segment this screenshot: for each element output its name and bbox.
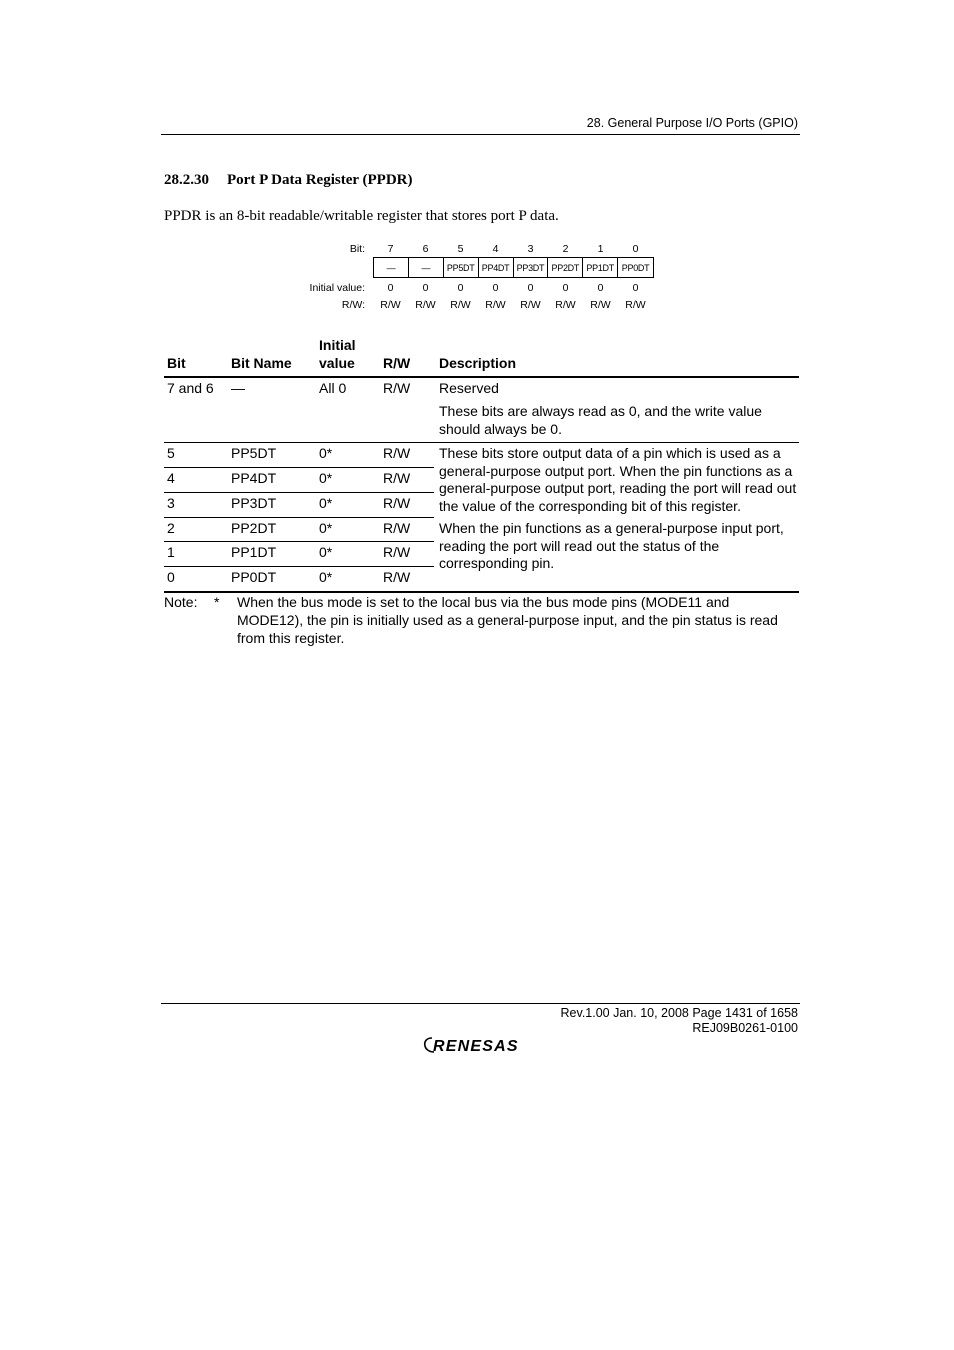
rw-value: R/W (590, 299, 611, 311)
table-cell-bit-name: PP2DT (231, 520, 277, 536)
renesas-logo-mark (422, 1034, 542, 1056)
table-cell-bit: 4 (167, 470, 175, 486)
bit-field-3: PP3DT (514, 258, 549, 277)
bit-field-6: — (409, 258, 444, 277)
note-mark: * (214, 594, 220, 610)
bit-field-4: PP4DT (479, 258, 514, 277)
table-cell-initial: 0* (319, 445, 333, 461)
initial-value: 0 (492, 282, 499, 294)
section-heading (164, 172, 413, 189)
bit-number: 0 (632, 243, 639, 255)
table-cell-bit: 1 (167, 544, 175, 560)
table-cell-initial: 0* (319, 495, 333, 511)
row-rule (164, 517, 434, 518)
data-bits-description: These bits store output data of a pin which is used as a general-purpose output port. When the pin functions as a general-purpose output port, reading the port will read out the value of the corresponding bit of this register. (439, 445, 797, 514)
initial-row-label: Initial value: (309, 282, 365, 294)
initial-value: 0 (527, 282, 534, 294)
rw-value: R/W (380, 299, 401, 311)
rw-value: R/W (415, 299, 436, 311)
rw-value: R/W (555, 299, 576, 311)
table-cell-rw: R/W (383, 544, 411, 560)
table-cell-rw: R/W (383, 445, 411, 461)
bit-number: 6 (422, 243, 429, 255)
bit-number: 3 (527, 243, 534, 255)
table-cell-bit-name: PP5DT (231, 445, 277, 461)
table-cell-bit-name: PP3DT (231, 495, 277, 511)
table-cell-bit-name: — (231, 380, 245, 396)
row-rule (164, 492, 434, 493)
register-bit-fields (373, 257, 654, 278)
bit-field-7: — (374, 258, 409, 277)
footer-revision: Rev.1.00 Jan. 10, 2008 Page 1431 of 1658 (560, 1006, 798, 1020)
table-cell-bit-name: PP1DT (231, 544, 277, 560)
footer-document-number: REJ09B0261-0100 (692, 1021, 798, 1035)
renesas-logo-text: RENESAS (433, 1038, 519, 1055)
table-cell-initial: 0* (319, 544, 333, 560)
table-cell-bit-name: PP4DT (231, 470, 277, 486)
bit-number: 2 (562, 243, 569, 255)
note-label: Note: (164, 594, 198, 610)
row-rule (164, 467, 434, 468)
column-header-bit-name: Bit Name (231, 355, 292, 371)
bit-field-0: PP0DT (621, 262, 650, 273)
table-cell-initial: All 0 (319, 380, 347, 396)
table-cell-description-detail: These bits are always read as 0, and the write value should always be 0. (439, 403, 762, 437)
note-text: When the bus mode is set to the local bus via the bus mode pins (MODE11 and MODE12), the pin is initially used as a general-purpose input, and the pin status is read from this register. (237, 594, 778, 646)
table-cell-description: Reserved (439, 380, 499, 396)
table-cell-rw: R/W (383, 470, 411, 486)
section-number: 28.2.30 (164, 172, 209, 188)
table-cell-initial: 0* (319, 470, 333, 486)
table-cell-initial: 0* (319, 569, 333, 585)
bit-number: 7 (387, 243, 394, 255)
initial-value: 0 (562, 282, 569, 294)
row-rule (164, 541, 434, 542)
column-header-initial: Initial (319, 337, 356, 353)
data-bits-description-input: When the pin functions as a general-purpose input port, reading the port will read out the status of the corresponding pin. (439, 520, 784, 571)
column-header-description: Description (439, 355, 517, 371)
row-rule (164, 442, 799, 443)
table-cell-bit: 7 and 6 (167, 380, 214, 396)
bit-field-1: PP1DT (583, 258, 618, 277)
initial-value: 0 (632, 282, 639, 294)
rw-value: R/W (485, 299, 506, 311)
initial-value: 0 (457, 282, 464, 294)
section-title: Port P Data Register (PPDR) (227, 172, 413, 188)
initial-value: 0 (387, 282, 394, 294)
footer-rule (161, 1003, 800, 1004)
table-cell-bit: 0 (167, 569, 175, 585)
header-rule (164, 376, 799, 378)
column-header-bit: Bit (167, 355, 186, 371)
intro-paragraph: PPDR is an 8-bit readable/writable register that stores port P data. (164, 208, 559, 224)
bit-number: 5 (457, 243, 464, 255)
rw-value: R/W (450, 299, 471, 311)
rw-value: R/W (625, 299, 646, 311)
table-cell-initial: 0* (319, 520, 333, 536)
table-cell-bit-name: PP0DT (231, 569, 277, 585)
rw-row-label: R/W: (341, 299, 365, 311)
row-rule (164, 566, 434, 567)
table-cell-bit: 2 (167, 520, 175, 536)
header-rule (161, 134, 800, 135)
initial-value: 0 (422, 282, 429, 294)
bit-field-5: PP5DT (444, 258, 479, 277)
column-header-rw: R/W (383, 355, 411, 371)
table-cell-bit: 3 (167, 495, 175, 511)
table-cell-rw: R/W (383, 380, 411, 396)
bit-field-2: PP2DT (548, 258, 583, 277)
bit-number: 1 (597, 243, 604, 255)
bit-number: 4 (492, 243, 499, 255)
initial-value: 0 (597, 282, 604, 294)
table-cell-rw: R/W (383, 495, 411, 511)
running-header: 28. General Purpose I/O Ports (GPIO) (586, 116, 798, 130)
table-cell-bit: 5 (167, 445, 175, 461)
renesas-logo (422, 1034, 542, 1056)
table-cell-rw: R/W (383, 520, 411, 536)
bit-row-label: Bit: (349, 243, 365, 255)
column-header-value: value (319, 355, 355, 371)
table-cell-rw: R/W (383, 569, 411, 585)
rw-value: R/W (520, 299, 541, 311)
